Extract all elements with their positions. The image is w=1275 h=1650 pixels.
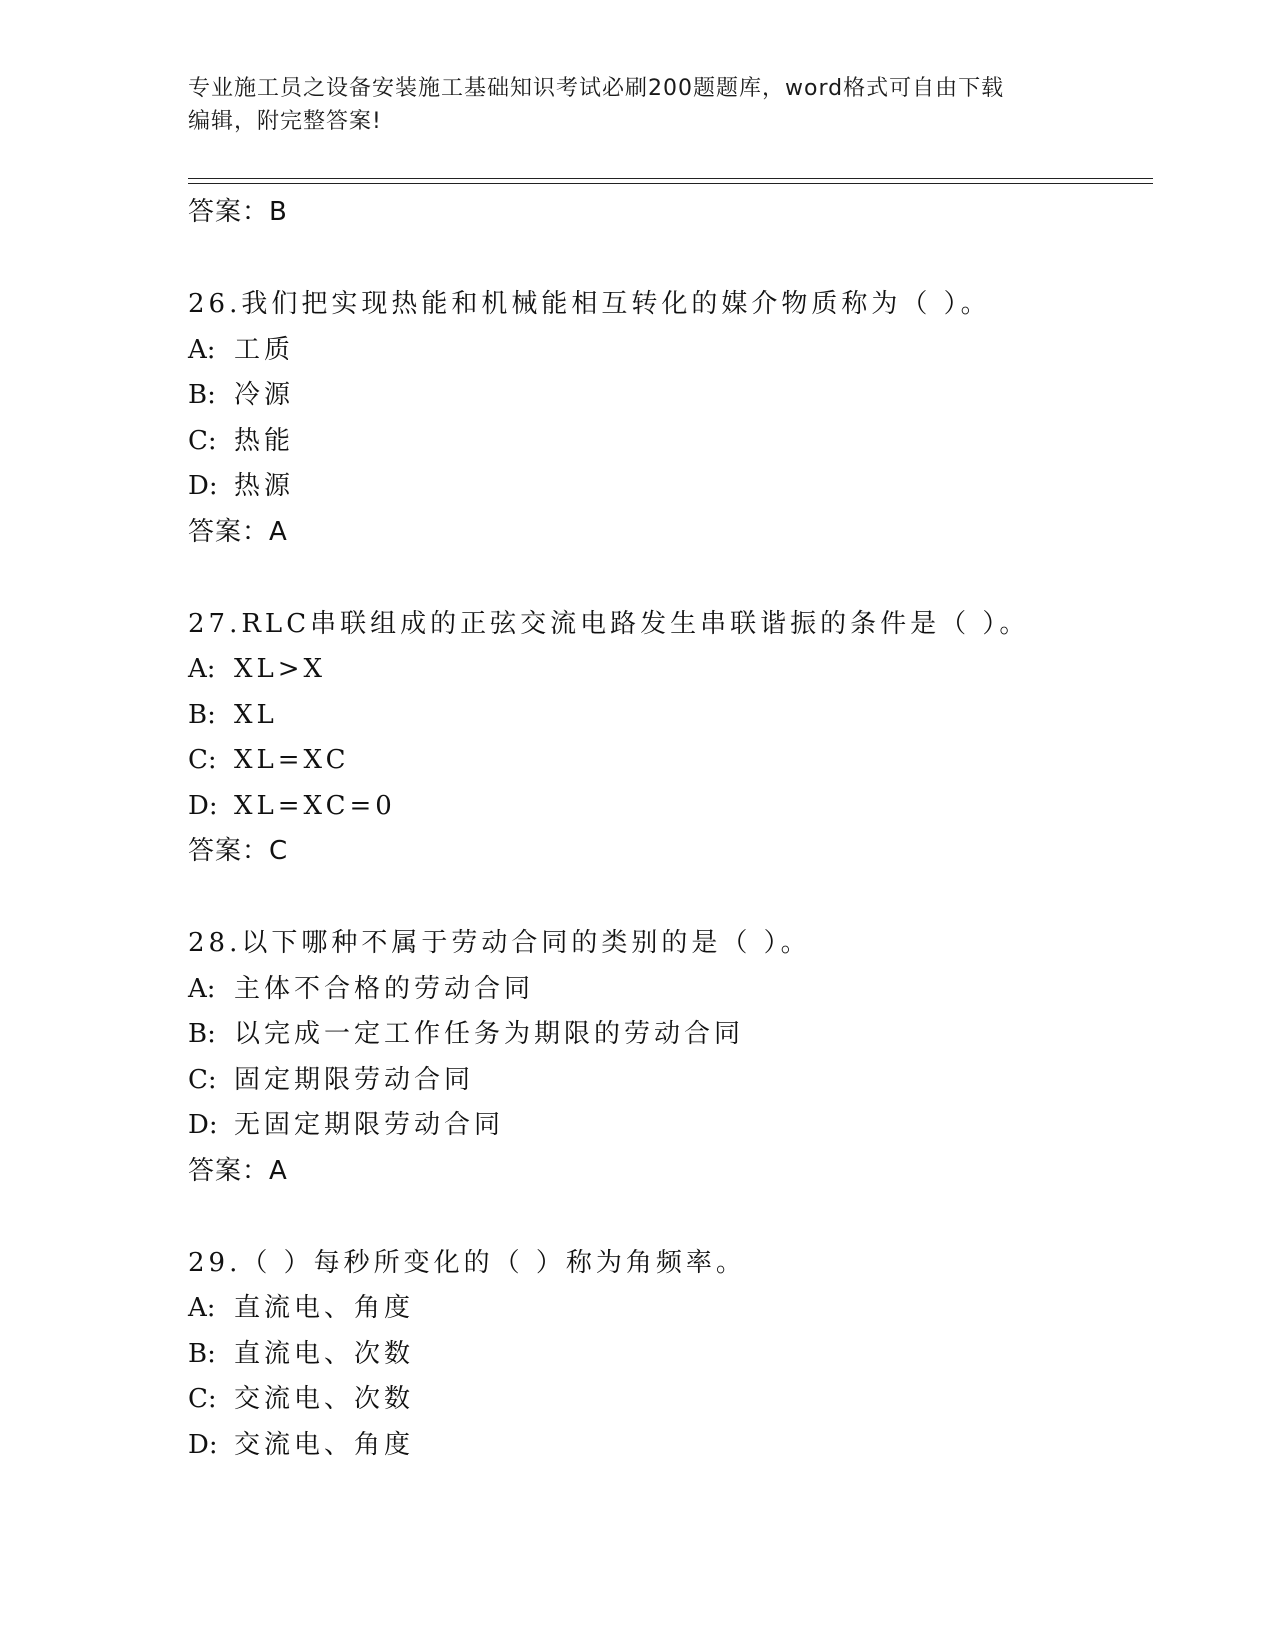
option-text: XL (234, 699, 278, 730)
question-text: 27.RLC串联组成的正弦交流电路发生串联谐振的条件是（ ）。 (188, 608, 1030, 639)
question-list (188, 190, 1153, 1468)
option-b (188, 1332, 1153, 1378)
option-c (188, 419, 1153, 465)
option-letter: A: (188, 973, 216, 1004)
previous-answer: 答案：B (188, 197, 288, 227)
option-letter: C: (188, 1064, 217, 1095)
option-c (188, 1058, 1153, 1104)
question-27 (188, 602, 1153, 875)
question-29 (188, 1241, 1153, 1469)
option-a (188, 967, 1153, 1013)
header-divider-bottom (188, 183, 1153, 184)
option-letter: A: (188, 1293, 216, 1323)
option-letter: B: (188, 1338, 216, 1369)
option-letter: B: (188, 1019, 216, 1049)
option-text: 热能 (234, 425, 295, 456)
option-d (188, 464, 1153, 510)
option-letter: A: (188, 334, 216, 365)
option-b (188, 693, 1153, 739)
option-letter: C: (188, 1384, 217, 1414)
option-letter: D: (188, 1110, 218, 1140)
option-c (188, 738, 1153, 784)
answer: 答案：C (188, 836, 289, 866)
question-text: 26.我们把实现热能和机械能相互转化的媒介物质称为（ ）。 (188, 289, 991, 319)
option-letter: C: (188, 425, 217, 456)
option-text: 交流电、次数 (234, 1384, 415, 1414)
option-text: XL=XC (234, 745, 350, 775)
option-text: 工质 (234, 334, 295, 365)
option-text: XL>X (234, 654, 327, 684)
option-text: 以完成一定工作任务为期限的劳动合同 (234, 1019, 745, 1049)
option-text: XL=XC=0 (234, 790, 396, 821)
option-a (188, 328, 1153, 374)
header-line-2: 编辑，附完整答案! (188, 109, 382, 134)
document-header (188, 72, 1088, 138)
option-letter: A: (188, 654, 216, 684)
option-text: 冷源 (234, 380, 295, 410)
option-text: 固定期限劳动合同 (234, 1064, 475, 1095)
option-text: 热源 (234, 471, 295, 501)
option-letter: B: (188, 699, 216, 730)
option-letter: D: (188, 790, 218, 821)
option-a (188, 647, 1153, 693)
option-c (188, 1377, 1153, 1423)
option-b (188, 373, 1153, 419)
option-b (188, 1012, 1153, 1058)
option-text: 无固定期限劳动合同 (234, 1110, 505, 1140)
option-a (188, 1286, 1153, 1332)
option-d (188, 1103, 1153, 1149)
question-26 (188, 282, 1153, 555)
option-d (188, 784, 1153, 830)
option-text: 直流电、角度 (234, 1293, 415, 1323)
option-text: 主体不合格的劳动合同 (234, 973, 535, 1004)
option-text: 直流电、次数 (234, 1338, 415, 1369)
answer: 答案：A (188, 1155, 288, 1186)
option-letter: D: (188, 1429, 218, 1460)
header-line-1: 专业施工员之设备安装施工基础知识考试必刷200题题库，word格式可自由下载 (188, 76, 1005, 101)
question-text: 28.以下哪种不属于劳动合同的类别的是（ ）。 (188, 928, 811, 958)
option-text: 交流电、角度 (234, 1429, 415, 1460)
question-text: 29.（ ）每秒所变化的（ ）称为角频率。 (188, 1247, 746, 1278)
header-divider-top (188, 178, 1153, 179)
question-28 (188, 921, 1153, 1194)
option-letter: C: (188, 745, 217, 775)
option-letter: B: (188, 380, 216, 410)
answer: 答案：A (188, 516, 288, 547)
option-d (188, 1423, 1153, 1469)
option-letter: D: (188, 471, 218, 501)
